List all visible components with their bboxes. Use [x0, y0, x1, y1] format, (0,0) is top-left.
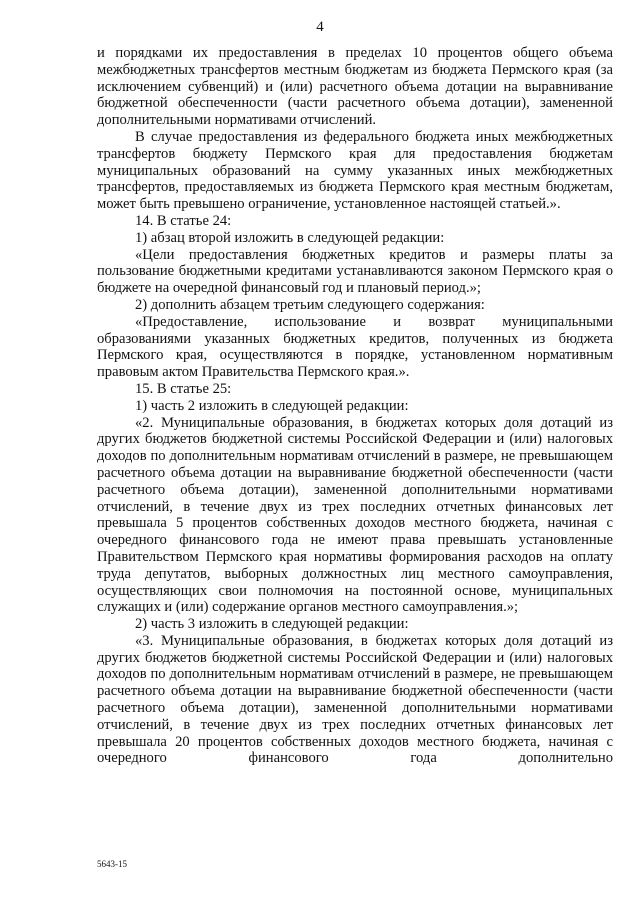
paragraph-item-14-2: 2) дополнить абзацем третьим следующего содержания: — [135, 296, 485, 313]
paragraph-item-15-1: 1) часть 2 изложить в следующей редакции: — [135, 397, 409, 414]
paragraph-item-14-1: 1) абзац второй изложить в следующей редакции: — [135, 229, 445, 246]
paragraph-item-15: 15. В статье 25: — [135, 380, 232, 397]
paragraph-quote-credit-goals: «Цели предоставления бюджетных кредитов и размеры платы за пользование бюджетными кредитами устанавливаются законом Пермского края о бюджете на очередной финансовый год и плановый период.»; — [97, 246, 613, 297]
paragraph-item-15-2: 2) часть 3 изложить в следующей редакции: — [135, 616, 409, 633]
paragraph-federal-transfers: В случае предоставления из федерального бюджета иных межбюджетных трансфертов бюджету Пермского края для предоставления бюджетам муниципальных образований на сумму указанных иных межбюджетных трансфертов, предоставляемых из бюджета Пермского края местным бюджетам, может быть превышено ограничение, установленное настоящей статьей.». — [97, 128, 613, 213]
page-number: 4 — [316, 19, 324, 35]
paragraph-continuation: и порядками их предоставления в пределах 10 процентов общего объема межбюджетных трансфертов местным бюджетам из бюджета Пермского края (за исключением субвенций) и (или) расчетного объема дотации на выравнивание бюджетной обеспеченности (части расчетного объема дотации), замененной дополнительными нормативами отчислений. — [97, 45, 613, 129]
paragraph-quote-credit-use: «Предоставление, использование и возврат муниципальными образованиями указанных бюджетных кредитов, полученных из бюджета Пермского края, осуществляются в порядке, установленном нормативным правовым актом Правительства Пермского края.». — [97, 313, 613, 381]
paragraph-quote-part-3: «3. Муниципальные образования, в бюджетах которых доля дотаций из других бюджетов бюджетной системы Российской Федерации и (или) налоговых доходов по дополнительным нормативам отчислений в размере, не превышающем расчетного объема дотации на выравнивание бюджетной обеспеченности (части расчетного объема дотации), замененной дополнительными нормативами отчислений, в течение двух из трех последних отчетных финансовых лет превышала 20 процентов собственных доходов местного бюджета, начиная с очередного финансового года дополнительно — [97, 632, 613, 767]
paragraph-item-14: 14. В статье 24: — [135, 212, 232, 229]
document-code: 5643-15 — [97, 859, 127, 869]
document-body — [97, 45, 613, 767]
paragraph-quote-part-2: «2. Муниципальные образования, в бюджетах которых доля дотаций из других бюджетов бюджетной системы Российской Федерации и (или) налоговых доходов по дополнительным нормативам отчислений в размере, не превышающем расчетного объема дотации на выравнивание бюджетной обеспеченности (части расчетного объема дотации), замененной дополнительными нормативами отчислений, в течение двух из трех последних отчетных финансовых лет превышала 5 процентов собственных доходов местного бюджета, начиная с очередного финансового года не имеют права превышать установленные Правительством Пермского края нормативы формирования расходов на оплату труда депутатов, выборных должностных лиц местного самоуправления, осуществляющих свои полномочия на постоянной основе, муниципальных служащих и (или) содержание органов местного самоуправления.»; — [97, 414, 613, 616]
